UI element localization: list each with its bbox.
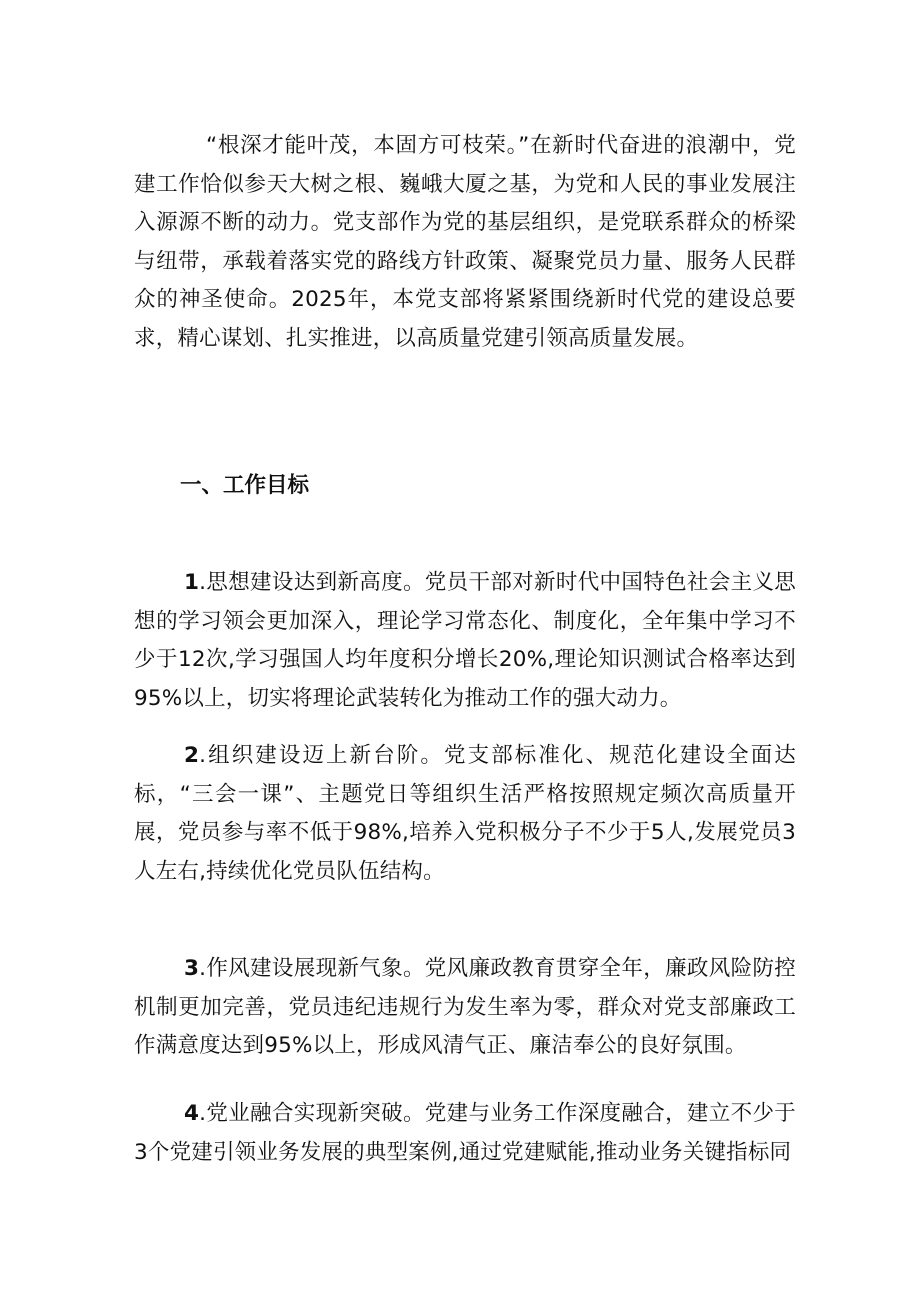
goal-text: .党业融合实现新突破。党建与业务工作深度融合，建立不少于3个党建引领业务发展的典型案例,通过党建赋能,推动业务关键指标同 bbox=[134, 1101, 796, 1165]
intro-paragraph bbox=[134, 127, 796, 359]
goal-number: 4 bbox=[184, 1101, 200, 1126]
goal-paragraph-4 bbox=[134, 1095, 796, 1172]
goal-paragraph-3 bbox=[134, 950, 796, 1066]
goal-paragraph-1 bbox=[134, 564, 796, 718]
intro-text: “根深才能叶茂，本固方可枝荣。”在新时代奋进的浪潮中，党建工作恰似参天大树之根、巍峨大厦之基，为党和人民的事业发展注入源源不断的动力。党支部作为党的基层组织，是党联系群众的桥梁与纽带，承载着落实党的路线方针政策、凝聚党员力量、服务人民群众的神圣使命。2025年，本党支部将紧紧围绕新时代党的建设总要求，精心谋划、扎实推进，以高质量党建引领高质量发展。 bbox=[134, 133, 796, 351]
goal-number: 2 bbox=[184, 743, 200, 768]
goal-paragraph-2 bbox=[134, 737, 796, 891]
goal-text: .组织建设迈上新台阶。党支部标准化、规范化建设全面达标，“三会一课”、主题党日等组织生活严格按照规定频次高质量开展，党员参与率不低于98%,培养入党积极分子不少于5人,发展党员3人左右,持续优化党员队伍结构。 bbox=[134, 743, 796, 884]
goal-text: .作风建设展现新气象。党风廉政教育贯穿全年，廉政风险防控机制更加完善，党员违纪违规行为发生率为零，群众对党支部廉政工作满意度达到95%以上，形成风清气正、廉洁奉公的良好氛围。 bbox=[134, 956, 796, 1059]
goal-number: 3 bbox=[184, 956, 200, 981]
goal-number: 1 bbox=[184, 570, 200, 595]
goal-text: .思想建设达到新高度。党员干部对新时代中国特色社会主义思想的学习领会更加深入，理论学习常态化、制度化，全年集中学习不少于12次,学习强国人均年度积分增长20%,理论知识测试合格率达到95%以上，切实将理论武装转化为推动工作的强大动力。 bbox=[134, 570, 796, 711]
section-heading: 一、工作目标 bbox=[180, 473, 310, 498]
